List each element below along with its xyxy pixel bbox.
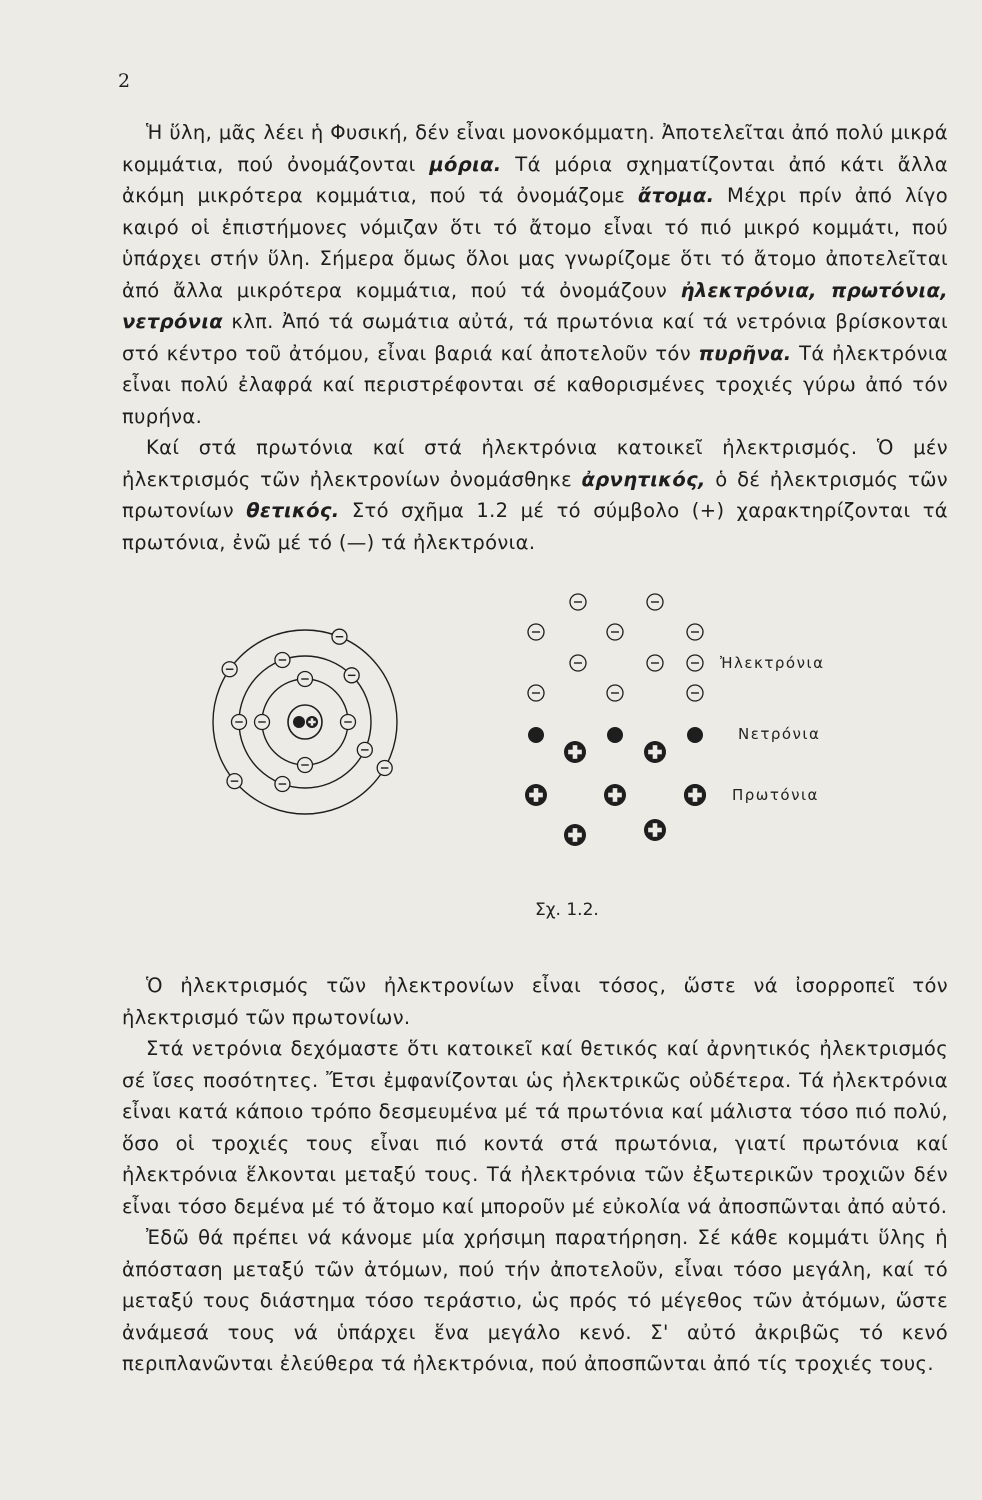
proton-icon [684,784,706,806]
proton-icon [306,716,318,728]
body-bottom-paragraph [122,1033,948,1222]
electron-icon [275,652,290,667]
neutron-icon [528,727,544,743]
figure-atom-diagram [200,585,825,920]
electron-icon [687,624,703,640]
electron-icon [227,774,242,789]
body-text-bottom [122,970,948,1380]
emphasized-term: πυρῆνα. [698,341,792,365]
emphasized-term: ἠλεκτρόνια, πρωτόνια, νετρόνια [122,278,948,333]
electron-icon [528,685,544,701]
neutron-icon [293,716,305,728]
proton-icon [644,741,666,763]
text-run: Καί στά πρωτόνια καί στά ἠλεκτρόνια κατοικεῖ ἠλεκτρισμός. Ὁ μέν ἠλεκτρισμός τῶν ἠλεκτρονίων ὀνομάσθηκε [122,436,948,491]
body-top-paragraph [122,117,948,432]
electron-icon [357,742,372,757]
body-top-paragraph [122,432,948,558]
electron-icon [377,761,392,776]
text-run: Στά νετρόνια δεχόμαστε ὅτι κατοικεῖ καί θετικός καί ἀρνητικός ἠλεκτρισμός σέ ἴσες ποσότητες. Ἔτσι ἐμφανίζονται ὡς ἠλεκτρικῶς οὐδέτερα. Τά ἠλεκτρόνια εἶναι κατά κάποιο τρόπο δεσμευμένα μέ τά πρωτόνια καί μάλιστα τόσο πιό πολύ, ὅσο οἱ τροχιές τους εἶναι πιό κοντά στά πρωτόνια, γιατί πρωτόνια καί ἠλεκτρόνια ἕλκονται μεταξύ τους. Τά ἠλεκτρόνια τῶν ἐξωτερικῶν τροχιῶν δέν εἶναι τόσο δεμένα μέ τό ἄτομο καί μποροῦν μέ εὐκολία νά ἀποσπῶνται ἀπό αὐτό. [122,1037,948,1218]
electron-icon [232,715,247,730]
electron-icon [607,685,623,701]
body-text-top [122,117,948,558]
emphasized-term: μόρια. [429,152,502,176]
text-run: Ἐδῶ θά πρέπει νά κάνομε μία χρήσιμη παρατήρηση. Σέ κάθε κομμάτι ὕλης ἡ ἀπόσταση μεταξύ τῶν ἀτόμων, πού τήν ἀποτελοῦν, εἶναι τόσο μεγάλη, καί τό μεταξύ τους διάστημα τόσο τεράστιο, ὡς πρός τό μέγεθος τῶν ἀτόμων, ὥστε ἀνάμεσά τους νά ὑπάρχει ἕνα μεγάλο κενό. Σ' αὐτό ἀκριβῶς τό κενό περιπλανῶνται ἐλεύθερα τά ἠλεκτρόνια, πού ἀποσπῶνται ἀπό τίς τροχιές τους. [122,1226,948,1375]
neutron-icon [687,727,703,743]
text-run: ὁ δέ ἠλεκτρισμός τῶν πρωτονίων [122,467,948,522]
text-run: Τά μόρια σχηματίζονται ἀπό κάτι ἄλλα ἀκόμη μικρότερα κομμάτια, πού τά ὀνομάζομε [122,152,948,207]
emphasized-term: θετικός. [246,499,340,522]
legend-protons-label: Πρωτόνια [732,786,819,804]
proton-icon [604,784,626,806]
text-run: Τά ἠλεκτρόνια εἶναι πολύ ἐλαφρά καί περιστρέφονται σέ καθορισμένες τροχιές γύρω ἀπό τόν πυρήνα. [122,341,948,428]
page-number: 2 [118,70,131,92]
electron-icon [255,715,270,730]
electron-icon [332,629,347,644]
proton-icon [644,819,666,841]
text-run: Ὁ ἠλεκτρισμός τῶν ἠλεκτρονίων εἶναι τόσος, ὥστε νά ἰσορροπεῖ τόν ἠλεκτρισμό τῶν πρωτονίων. [122,974,948,1029]
electron-icon [687,685,703,701]
emphasized-term: ἀρνητικός, [581,467,706,491]
particle-legend-group [525,594,706,846]
electron-icon [570,655,586,671]
legend-neutrons-label: Νετρόνια [738,725,821,743]
body-bottom-paragraph [122,1222,948,1380]
proton-icon [564,741,586,763]
body-bottom-paragraph [122,970,948,1033]
electron-icon [570,594,586,610]
text-run: Μέχρι πρίν ἀπό λίγο καιρό οἱ ἐπιστήμονες νόμιζαν ὅτι τό ἄτομο εἶναι τό πιό μικρό κομμάτι, πού ὑπάρχει στήν ὕλη. Σήμερα ὅμως ὅλοι μας γνωρίζομε ὅτι τό ἄτομο ἀποτελεῖται ἀπό ἄλλα μικρότερα κομμάτια, πού τά ὀνομάζουν [122,184,948,302]
electron-icon [647,594,663,610]
electron-icon [647,655,663,671]
proton-icon [525,784,547,806]
electron-icon [275,777,290,792]
electron-icon [687,655,703,671]
electron-icon [607,624,623,640]
text-run: Ἡ ὕλη, μᾶς λέει ἡ Φυσική, δέν εἶναι μονοκόμματη. Ἀποτελεῖται ἀπό πολύ μικρά κομμάτια, πού ὀνομάζονται [122,121,948,176]
electron-icon [298,672,313,687]
proton-icon [564,824,586,846]
electron-icon [341,715,356,730]
electron-icon [528,624,544,640]
electron-icon [298,758,313,773]
text-run: κλπ. Ἀπό τά σωμάτια αὐτά, τά πρωτόνια καί τά νετρόνια βρίσκονται στό κέντρο τοῦ ἀτόμου, εἶναι βαριά καί ἀποτελοῦν τόν [122,310,948,365]
atom-model [213,629,397,814]
electron-icon [222,662,237,677]
electron-icon [344,668,359,683]
figure-caption: Σχ. 1.2. [535,900,599,920]
neutron-icon [607,727,623,743]
emphasized-term: ἄτομα. [637,184,715,207]
legend-electrons-label: Ἠλεκτρόνια [720,654,825,672]
text-run: Στό σχῆμα 1.2 μέ τό σύμβολο (+) χαρακτηρίζονται τά πρωτόνια, ἐνῶ μέ τό (—) τά ἠλεκτρόνια. [122,499,948,554]
